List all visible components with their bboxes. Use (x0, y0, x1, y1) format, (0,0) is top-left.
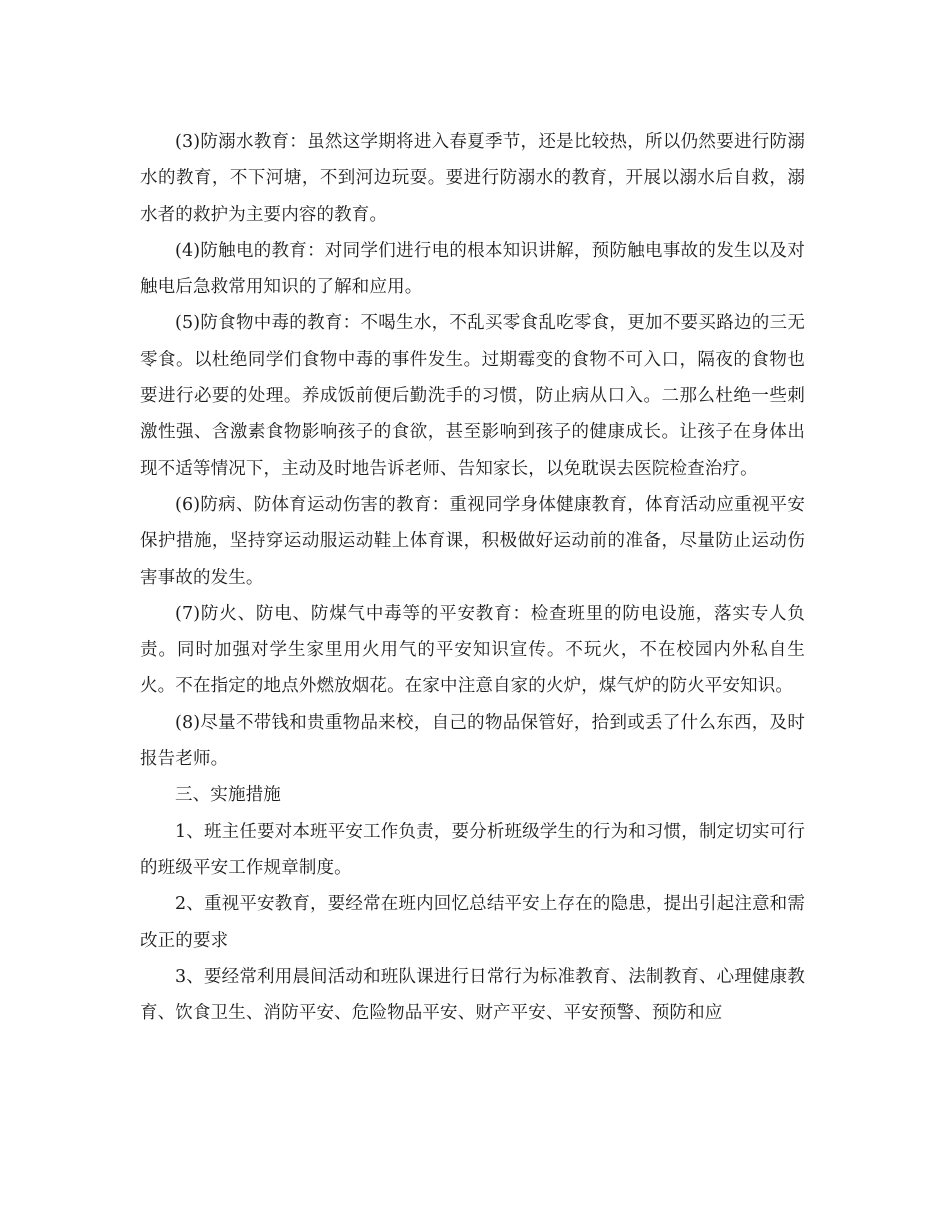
paragraph-valuables: (8)尽量不带钱和贵重物品来校，自己的物品保管好，拾到或丢了什么东西，及时报告老师。 (140, 712, 805, 770)
paragraph-food-poisoning-prevention: (5)防食物中毒的教育：不喝生水，不乱买零食乱吃零食，更加不要买路边的三无零食。以杜绝同学们食物中毒的事件发生。过期霉变的食物不可入口，隔夜的食物也要进行必要的处理。养成饭前便后勤洗手的习惯，防止病从口入。二那么杜绝一些刺激性强、含激素食物影响孩子的食欲，甚至影响到孩子的健康成长。让孩子在身体出现不适等情况下，主动及时地告诉老师、告知家长，以免耽误去医院检查治疗。 (140, 313, 805, 479)
paragraph-measure-3: 3、要经常利用晨间活动和班队课进行日常行为标准教育、法制教育、心理健康教育、饮食卫生、消防平安、危险物品平安、财产平安、平安预警、预防和应 (140, 966, 805, 1024)
section-heading-measures: 三、实施措施 (175, 785, 281, 806)
paragraph-drowning-prevention: (3)防溺水教育：虽然这学期将进入春夏季节，还是比较热，所以仍然要进行防溺水的教育，不下河塘，不到河边玩耍。要进行防溺水的教育，开展以溺水后自救，溺水者的救护为主要内容的教育。 (140, 132, 805, 225)
paragraph-sports-injury-prevention: (6)防病、防体育运动伤害的教育：重视同学身体健康教育，体育活动应重视平安保护措施，坚持穿运动服运动鞋上体育课，积极做好运动前的准备，尽量防止运动伤害事故的发生。 (140, 494, 805, 588)
paragraph-measure-1: 1、班主任要对本班平安工作负责，要分析班级学生的行为和习惯，制定切实可行的班级平安工作规章制度。 (140, 821, 805, 878)
paragraph-fire-gas-safety: (7)防火、防电、防煤气中毒等的平安教育：检查班里的防电设施，落实专人负责。同时加强对学生家里用火用气的平安知识宣传。不玩火，不在校园内外私自生火。不在指定的地点外燃放烟花。在家中注意自家的火炉，煤气炉的防火平安知识。 (140, 603, 805, 697)
paragraph-electric-shock-prevention: (4)防触电的教育：对同学们进行电的根本知识讲解，预防触电事故的发生以及对触电后急救常用知识的了解和应用。 (140, 240, 805, 298)
document-page (140, 124, 805, 1031)
paragraph-measure-2: 2、重视平安教育，要经常在班内回忆总结平安上存在的隐患，提出引起注意和需改正的要求 (140, 894, 805, 951)
